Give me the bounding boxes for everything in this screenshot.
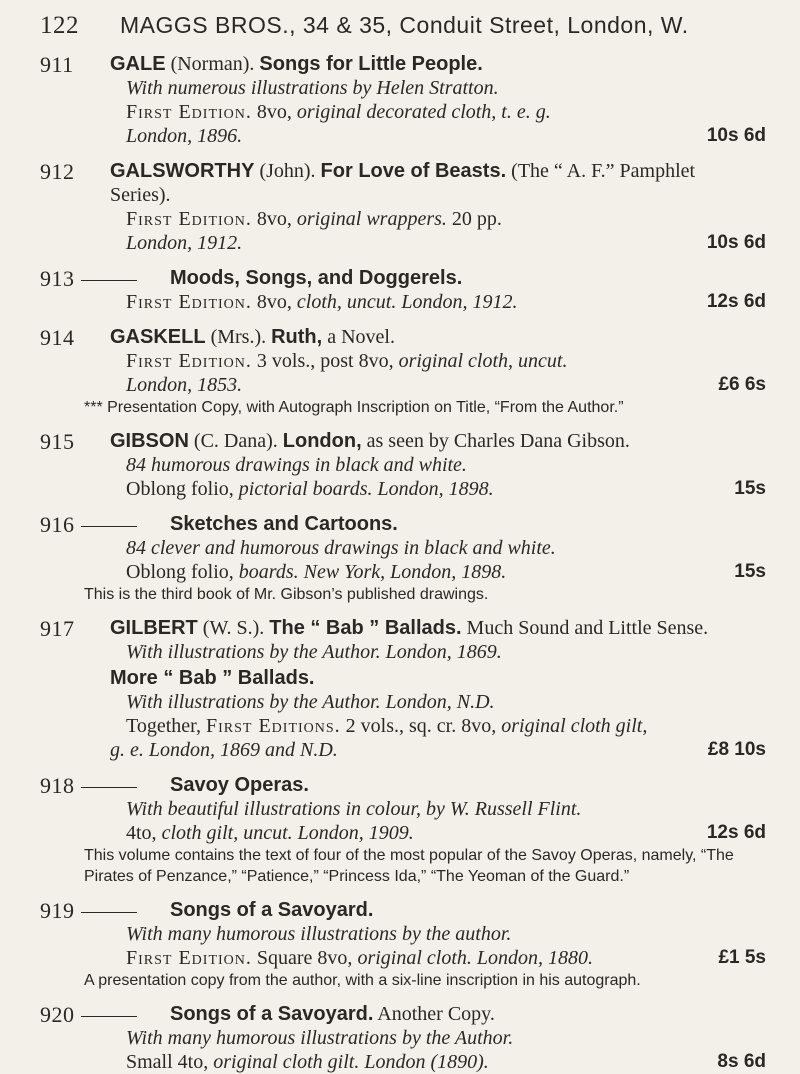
- entry-number: 919: [40, 898, 137, 924]
- entry-price: £8 10s: [707, 739, 766, 760]
- entry-description: With numerous illustrations by Helen Stratton.: [126, 77, 499, 99]
- entry-description: With many humorous illustrations by the author.: [126, 923, 512, 945]
- entry-note: This volume contains the text of four of the most popular of the Savoy Operas, namely, “The Pirates of Penzance,” “Patience,” “Princess Ida,” “The Yeoman of the Guard.”: [84, 847, 734, 885]
- entry-author: GASKELL: [110, 326, 206, 348]
- entry-binding: original cloth, uncut.: [398, 350, 568, 372]
- entry-title: Moods, Songs, and Doggerels.: [170, 267, 463, 289]
- entry-description: 84 humorous drawings in black and white.: [126, 454, 467, 476]
- entry-title: The “ Bab ” Ballads.: [269, 617, 462, 639]
- entry-price: 10s 6d: [706, 232, 766, 253]
- entry-title: Ruth,: [271, 326, 323, 348]
- entry-title: London,: [282, 430, 362, 452]
- entry-price: 12s 6d: [706, 291, 766, 312]
- entry-title-rest: Another Copy.: [373, 1003, 495, 1025]
- entry-note: This is the third book of Mr. Gibson’s published drawings.: [84, 586, 489, 603]
- entry-author: GIBSON: [110, 430, 189, 452]
- entry-edition: First Editions.: [206, 715, 341, 737]
- entry-number: 915: [40, 429, 75, 454]
- entry-binding: original wrappers.: [296, 208, 447, 230]
- entry-binding: pictorial boards.: [238, 478, 373, 500]
- entry-edition: First Edition.: [126, 101, 252, 123]
- entry-author-rest: (W. S.).: [197, 617, 265, 639]
- entry-imprint: London, 1880.: [476, 947, 594, 969]
- entry-author-rest: (Norman).: [165, 53, 255, 75]
- entry-imprint: London, 1898.: [377, 478, 494, 500]
- entry-imprint: London, 1869 and N.D.: [148, 739, 338, 761]
- entry-imprint: New York, London, 1898.: [303, 561, 507, 583]
- entry-price: 8s 6d: [717, 1051, 766, 1072]
- entry-price: 10s 6d: [706, 125, 766, 146]
- catalogue-entry: [40, 266, 776, 314]
- entry-binding: original cloth.: [357, 947, 472, 969]
- entry-edition-pre: Together,: [126, 715, 206, 737]
- entry-format: 8vo,: [251, 208, 297, 230]
- catalogue-entry: [40, 159, 776, 255]
- entry-binding: original decorated cloth, t. e. g.: [296, 101, 551, 123]
- entry-price: 15s: [734, 478, 766, 499]
- entry-edition: First Edition.: [126, 208, 252, 230]
- entry-sub-description: With illustrations by the Author. London, N.D.: [126, 691, 495, 713]
- entry-format: 8vo,: [251, 291, 297, 313]
- entry-number: 911: [40, 52, 74, 77]
- entry-edition: First Edition.: [126, 291, 252, 313]
- entry-title: Songs of a Savoyard.: [170, 899, 374, 921]
- entry-format: 8vo,: [251, 101, 297, 123]
- entry-edition: First Edition.: [126, 947, 252, 969]
- entry-imprint: London, 1896.: [126, 125, 243, 147]
- entry-price: £6 6s: [718, 374, 766, 395]
- entry-title-rest: as seen by Charles Dana Gibson.: [361, 430, 630, 452]
- catalogue-entry: [40, 616, 776, 762]
- entry-description: With illustrations by the Author. London, 1869.: [126, 641, 502, 663]
- entry-author: GILBERT: [110, 617, 198, 639]
- entry-number: 916: [40, 512, 137, 538]
- entry-title: Sketches and Cartoons.: [170, 513, 398, 535]
- entry-binding: original cloth gilt.: [213, 1051, 360, 1073]
- entry-format: 4to,: [126, 822, 162, 844]
- catalogue-entry: [40, 1002, 776, 1074]
- catalogue-entry: [40, 512, 776, 605]
- entry-title: Songs for Little People.: [259, 53, 483, 75]
- catalogue-entry: [40, 325, 776, 418]
- entry-number: 918: [40, 773, 137, 799]
- entry-description: With beautiful illustrations in colour, by W. Russell Flint.: [126, 798, 582, 820]
- catalogue-entry: [40, 52, 776, 148]
- entry-author: GALSWORTHY: [110, 160, 255, 182]
- entry-author: GALE: [110, 53, 166, 75]
- entry-title: Savoy Operas.: [170, 774, 309, 796]
- entry-number: 917: [40, 616, 75, 641]
- entry-number: 913: [40, 266, 137, 292]
- entry-subtitle: More “ Bab ” Ballads.: [110, 667, 315, 689]
- entry-imprint: London, 1912.: [401, 291, 518, 313]
- entry-description: With many humorous illustrations by the Author.: [126, 1027, 514, 1049]
- entry-imprint: London, 1909.: [297, 822, 414, 844]
- entry-imprint: London, 1912.: [126, 232, 243, 254]
- entry-title: For Love of Beasts.: [320, 160, 507, 182]
- entry-price: 15s: [734, 561, 766, 582]
- entry-binding: original cloth gilt,: [501, 715, 648, 737]
- entry-binding: cloth, uncut.: [296, 291, 397, 313]
- entry-format: Oblong folio,: [126, 478, 239, 500]
- entry-imprint: London (1890).: [364, 1051, 489, 1073]
- entry-binding: cloth gilt, uncut.: [161, 822, 293, 844]
- entry-format: Small 4to,: [126, 1051, 214, 1073]
- catalogue-entry: [40, 429, 776, 501]
- entry-title: Songs of a Savoyard.: [170, 1003, 374, 1025]
- catalogue-entry: [40, 898, 776, 991]
- entry-author-rest: (C. Dana).: [188, 430, 278, 452]
- entry-pages: 20 pp.: [446, 208, 502, 230]
- entry-binding: boards.: [238, 561, 299, 583]
- entry-format: 3 vols., post 8vo,: [251, 350, 399, 372]
- entry-series: Series).: [110, 184, 171, 206]
- page-number: 122: [40, 12, 79, 39]
- entry-price: £1 5s: [718, 947, 766, 968]
- entry-number: 920: [40, 1002, 137, 1028]
- entry-imprint: London, 1853.: [126, 374, 243, 396]
- entry-note: *** Presentation Copy, with Autograph Inscription on Title, “From the Author.”: [84, 399, 624, 416]
- catalogue-entry: [40, 773, 776, 887]
- running-head: [40, 12, 776, 40]
- entry-note: A presentation copy from the author, with a six-line inscription in his autograph.: [84, 972, 641, 989]
- entry-title-rest: a Novel.: [322, 326, 395, 348]
- entry-format: Oblong folio,: [126, 561, 239, 583]
- entry-edition: First Edition.: [126, 350, 252, 372]
- entry-author-rest: (Mrs.).: [205, 326, 267, 348]
- entry-author-rest: (John).: [254, 160, 316, 182]
- running-title: MAGGS BROS., 34 & 35, Conduit Street, London, W.: [120, 12, 689, 38]
- entry-binding-cont: g. e.: [110, 739, 144, 761]
- entry-description: 84 clever and humorous drawings in black and white.: [126, 537, 556, 559]
- entry-format: 2 vols., sq. cr. 8vo,: [340, 715, 502, 737]
- entry-title-rest: (The “ A. F.” Pamphlet: [506, 160, 696, 182]
- entry-number: 914: [40, 325, 75, 350]
- entry-price: 12s 6d: [706, 822, 766, 843]
- entry-format: Square 8vo,: [251, 947, 358, 969]
- entry-title-rest: Much Sound and Little Sense.: [461, 617, 709, 639]
- entry-number: 912: [40, 159, 75, 184]
